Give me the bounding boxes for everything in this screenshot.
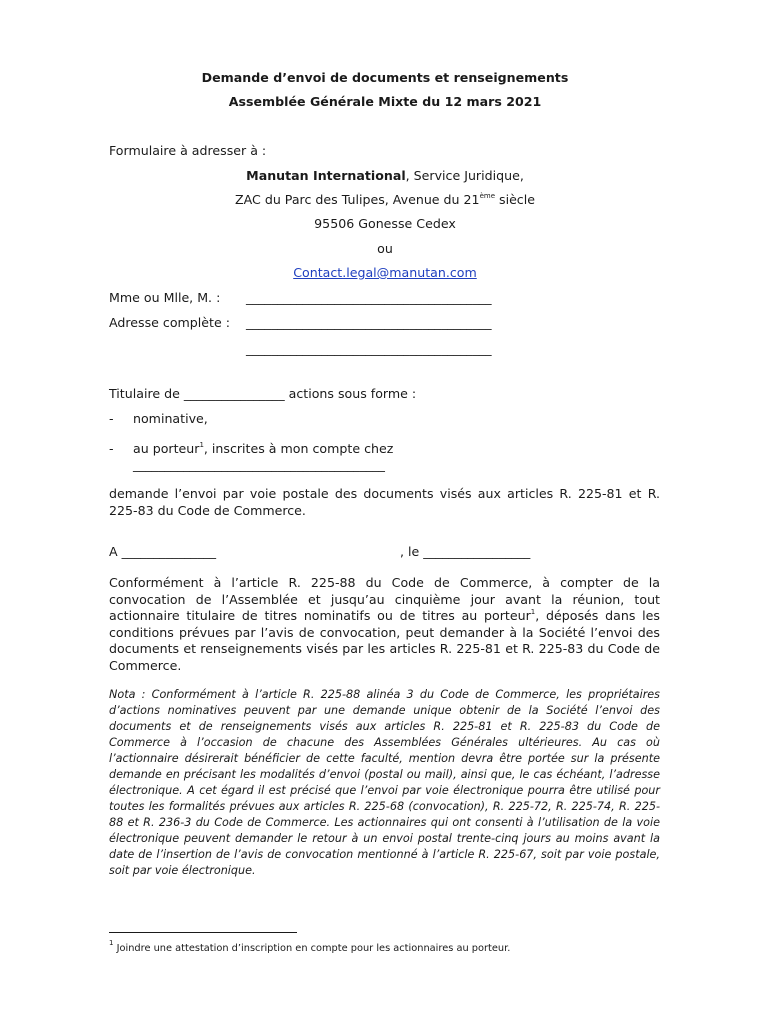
option-bearer [133,441,393,456]
footnote-ref: 1 [199,441,204,449]
option-dash-1: - [109,411,114,426]
document-title: Demande d’envoi de documents et renseignements [201,70,569,85]
street-suffix: siècle [495,192,535,207]
city-line: 95506 Gonesse Cedex [314,216,456,231]
footnote [109,939,511,954]
option-bearer-suffix: , inscrites à mon compte chez [203,441,394,456]
street-line [0,192,770,207]
address-intro: Formulaire à adresser à : [109,143,267,158]
date-label: , le [400,544,420,559]
legal-paragraph-text-end: , déposés dans les conditions prévues par l’avis de convocation, peut demander à la Société l’envoi des documents et renseignements visés par les articles R. 225-81 et R. 225-83 du Code de Commerce. [109,608,660,673]
option-dash-2: - [109,441,114,456]
option-nominative: nominative, [133,411,208,426]
address-label: Adresse complète : [109,315,230,330]
holder-form-label: actions sous forme : [288,386,417,401]
address-field-line1[interactable]: _______________________________________ [246,315,492,330]
holder-label: Titulaire de [109,386,180,401]
or-separator: ou [377,241,393,256]
nota-paragraph: Nota : Conformément à l’article R. 225-88 alinéa 3 du Code de Commerce, les propriétaires d’actions nominatives peuvent par une demande unique obtenir de la Société l’envoi des documents et de renseignements visés aux articles R. 225-81 et R. 225-83 du Code de Commerce à l’occasion de chacune des Assemblées Générales ultérieures. Au cas où l’actionnaire désirerait bénéficier de cette faculté, mention devra être portée sur la présente demande en précisant les modalités d’envoi (postal ou mail), ainsi que, le cas échéant, l’adresse électronique. A cet égard il est précisé que l’envoi par voie électronique pourra être utilisé pour toutes les formalités prévues aux articles R. 225-68 (convocation), R. 225-72, R. 225-74, R. 225-88 et R. 236-3 du Code de Commerce. Les actionnaires qui ont consenti à l’utilisation de la voie électronique peuvent demander le retour à un envoi postal trente-cinq jours au moins avant la date de l’insertion de l’avis de convocation mentionné à l’article R. 225-67, soit par voie postale, soit par voie électronique. [109,688,660,877]
footnote-text: Joindre une attestation d’inscription en compte pour les actionnaires au porteur. [116,943,511,954]
street-text: ZAC du Parc des Tulipes, Avenue du 21 [235,192,480,207]
legal-paragraph-text: Conformément à l’article R. 225-88 du Code de Commerce, à compter de la convocation de l’Assemblée et jusqu’au cinquième jour avant la réunion, tout actionnaire titulaire de titres nominatifs ou de titres au porteur [109,575,660,624]
legal-paragraph [109,575,660,675]
street-superscript: ème [479,192,495,200]
footnote-ref-2: 1 [530,608,536,617]
email-line [0,265,770,280]
company-name: Manutan International [246,168,406,183]
footnote-divider [109,932,297,933]
place-field[interactable]: _______________ [121,544,217,559]
address-field-line2[interactable]: _______________________________________ [246,341,492,356]
date-field[interactable]: _________________ [423,544,531,559]
request-text: demande l’envoi par voie postale des documents visés aux articles R. 225-81 et R. 225-83 du Code de Commerce. [109,486,660,518]
signature-place [109,544,216,559]
shares-count-field[interactable]: ________________ [183,386,285,401]
name-label: Mme ou Mlle, M. : [109,290,221,305]
company-line [0,168,770,183]
document-subtitle: Assemblée Générale Mixte du 12 mars 2021 [228,94,542,109]
holder-line [109,386,416,401]
email-link[interactable]: Contact.legal@manutan.com [293,265,477,280]
signature-date [400,544,530,559]
company-service: , Service Juridique, [405,168,524,183]
custodian-field[interactable]: ________________________________________ [133,457,385,472]
footnote-marker: 1 [109,939,114,947]
name-field[interactable]: _______________________________________ [246,290,492,305]
place-label: A [109,544,118,559]
option-bearer-text: au porteur [133,441,200,456]
